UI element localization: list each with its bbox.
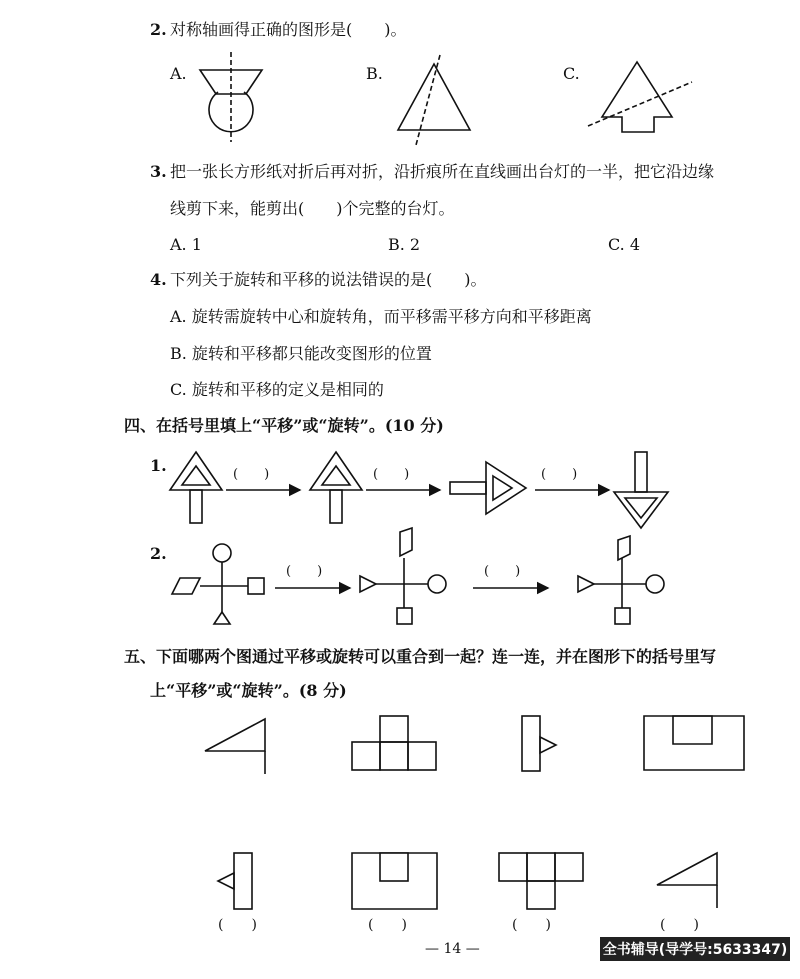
section5-line-1: 五、下面哪两个图通过平移或旋转可以重合到一起？连一连，并在图形下的括号里写 bbox=[124, 647, 717, 666]
q3-line-1: 把一张长方形纸对折后再对折，沿折痕所在直线画出台灯的一半，把它沿边缘 bbox=[170, 162, 715, 181]
s5-top-bar-with-triangle bbox=[522, 716, 556, 771]
q4-text: 下列关于旋转和平移的说法错误的是( )。 bbox=[170, 270, 487, 289]
blank-s5-2[interactable]: ( ) bbox=[368, 917, 407, 933]
q3-option-a: A. 1 bbox=[170, 235, 202, 254]
q2-option-c: C. bbox=[563, 64, 580, 83]
blank-s5-3[interactable]: ( ) bbox=[512, 917, 551, 933]
blank-s4-r1-1[interactable]: ( ) bbox=[233, 467, 270, 482]
blank-s4-r2-1[interactable]: ( ) bbox=[286, 564, 323, 579]
section4-row1-number: 1. bbox=[150, 456, 167, 475]
section5-line-2: 上“平移”或“旋转”。(8 分) bbox=[150, 681, 347, 700]
q4-option-a: A. 旋转需旋转中心和旋转角，而平移需平移方向和平移距离 bbox=[170, 307, 592, 326]
footer-guide-box: 全书辅导(导学号:5633347) bbox=[600, 937, 790, 961]
section4-row2-number: 2. bbox=[150, 544, 167, 563]
q3-option-b: B. 2 bbox=[388, 235, 421, 254]
q3-number: 3. bbox=[150, 162, 167, 181]
s5-top-u-shape bbox=[644, 716, 744, 770]
s5-bottom-bar-with-triangle bbox=[218, 853, 252, 909]
q4-option-c: C. 旋转和平移的定义是相同的 bbox=[170, 380, 384, 399]
q4-option-b: B. 旋转和平移都只能改变图形的位置 bbox=[170, 344, 432, 363]
q2-number: 2. bbox=[150, 20, 167, 39]
blank-s5-1[interactable]: ( ) bbox=[218, 917, 257, 933]
q3-line-2: 线剪下来，能剪出( )个完整的台灯。 bbox=[170, 199, 455, 218]
s5-bottom-t-blocks bbox=[499, 853, 583, 909]
blank-s4-r1-2[interactable]: ( ) bbox=[373, 467, 410, 482]
s5-bottom-u-shape bbox=[352, 853, 437, 909]
q2-option-b: B. bbox=[366, 64, 383, 83]
blank-s4-r2-2[interactable]: ( ) bbox=[484, 564, 521, 579]
page-number: — 14 — bbox=[425, 941, 480, 957]
blank-s4-r1-3[interactable]: ( ) bbox=[541, 467, 578, 482]
q2-text: 对称轴画得正确的图形是( )。 bbox=[170, 20, 407, 39]
s5-top-triangle bbox=[205, 719, 265, 774]
q3-option-c: C. 4 bbox=[608, 235, 641, 254]
s5-bottom-triangle bbox=[657, 853, 717, 908]
q4-number: 4. bbox=[150, 270, 167, 289]
blank-s5-4[interactable]: ( ) bbox=[660, 917, 699, 933]
section4-title: 四、在括号里填上“平移”或“旋转”。(10 分) bbox=[124, 416, 444, 435]
s5-top-pyramid-blocks bbox=[352, 716, 436, 770]
q2-option-a: A. bbox=[170, 64, 187, 83]
